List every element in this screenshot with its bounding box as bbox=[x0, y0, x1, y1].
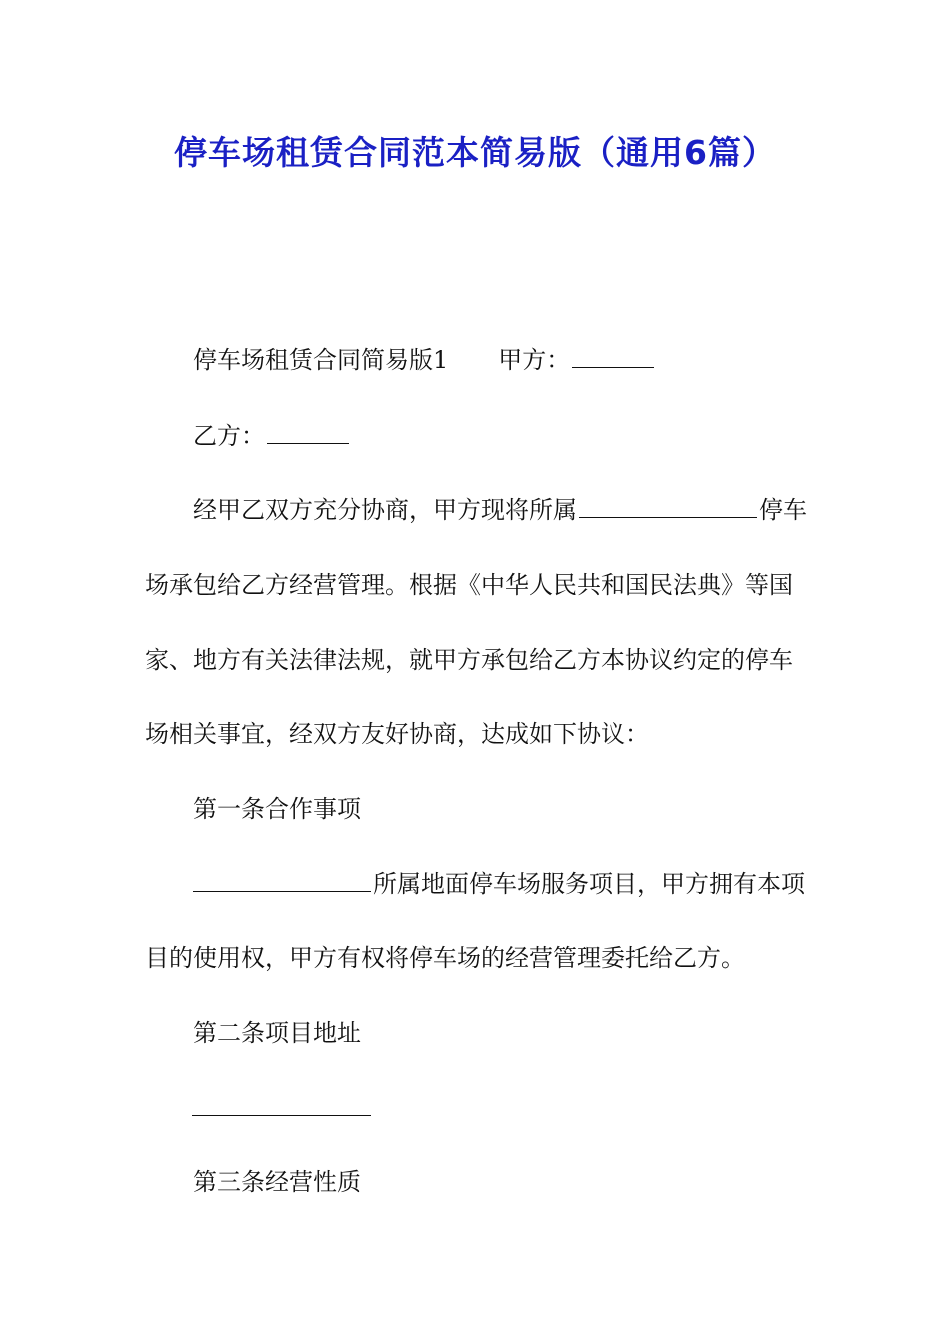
paragraph-1-line-1: 经甲乙双方充分协商，甲方现将所属 停车 bbox=[193, 490, 815, 530]
article-3-heading: 第三条经营性质 bbox=[193, 1168, 361, 1196]
paragraph-1-line-4: 场相关事宜，经双方友好协商，达成如下协议： bbox=[145, 720, 649, 748]
party-b-label: 乙方： bbox=[193, 422, 265, 450]
project-address-blank bbox=[192, 1115, 371, 1116]
parking-lot-owner-blank bbox=[579, 493, 757, 518]
party-a-line bbox=[193, 340, 815, 380]
paragraph-1-line-3: 家、地方有关法律法规，就甲方承包给乙方本协议约定的停车 bbox=[145, 646, 793, 674]
article-1-heading: 第一条合作事项 bbox=[193, 795, 361, 823]
paragraph-1-line-2: 场承包给乙方经营管理。根据《中华人民共和国民法典》等国 bbox=[145, 571, 793, 599]
article-2-heading: 第二条项目地址 bbox=[193, 1019, 361, 1047]
section1-heading: 停车场租赁合同简易版1 bbox=[193, 346, 449, 374]
project-owner-blank bbox=[193, 867, 371, 892]
party-a-blank bbox=[572, 343, 654, 368]
document-title: 停车场租赁合同范本简易版（通用6篇） bbox=[174, 133, 776, 172]
article-1-line-2: 目的使用权，甲方有权将停车场的经营管理委托给乙方。 bbox=[145, 944, 745, 972]
party-b-line bbox=[193, 416, 815, 456]
party-b-blank bbox=[267, 419, 349, 444]
party-a-label: 甲方： bbox=[498, 346, 571, 374]
article-1-line-1: 所属地面停车场服务项目，甲方拥有本项 bbox=[193, 864, 815, 904]
